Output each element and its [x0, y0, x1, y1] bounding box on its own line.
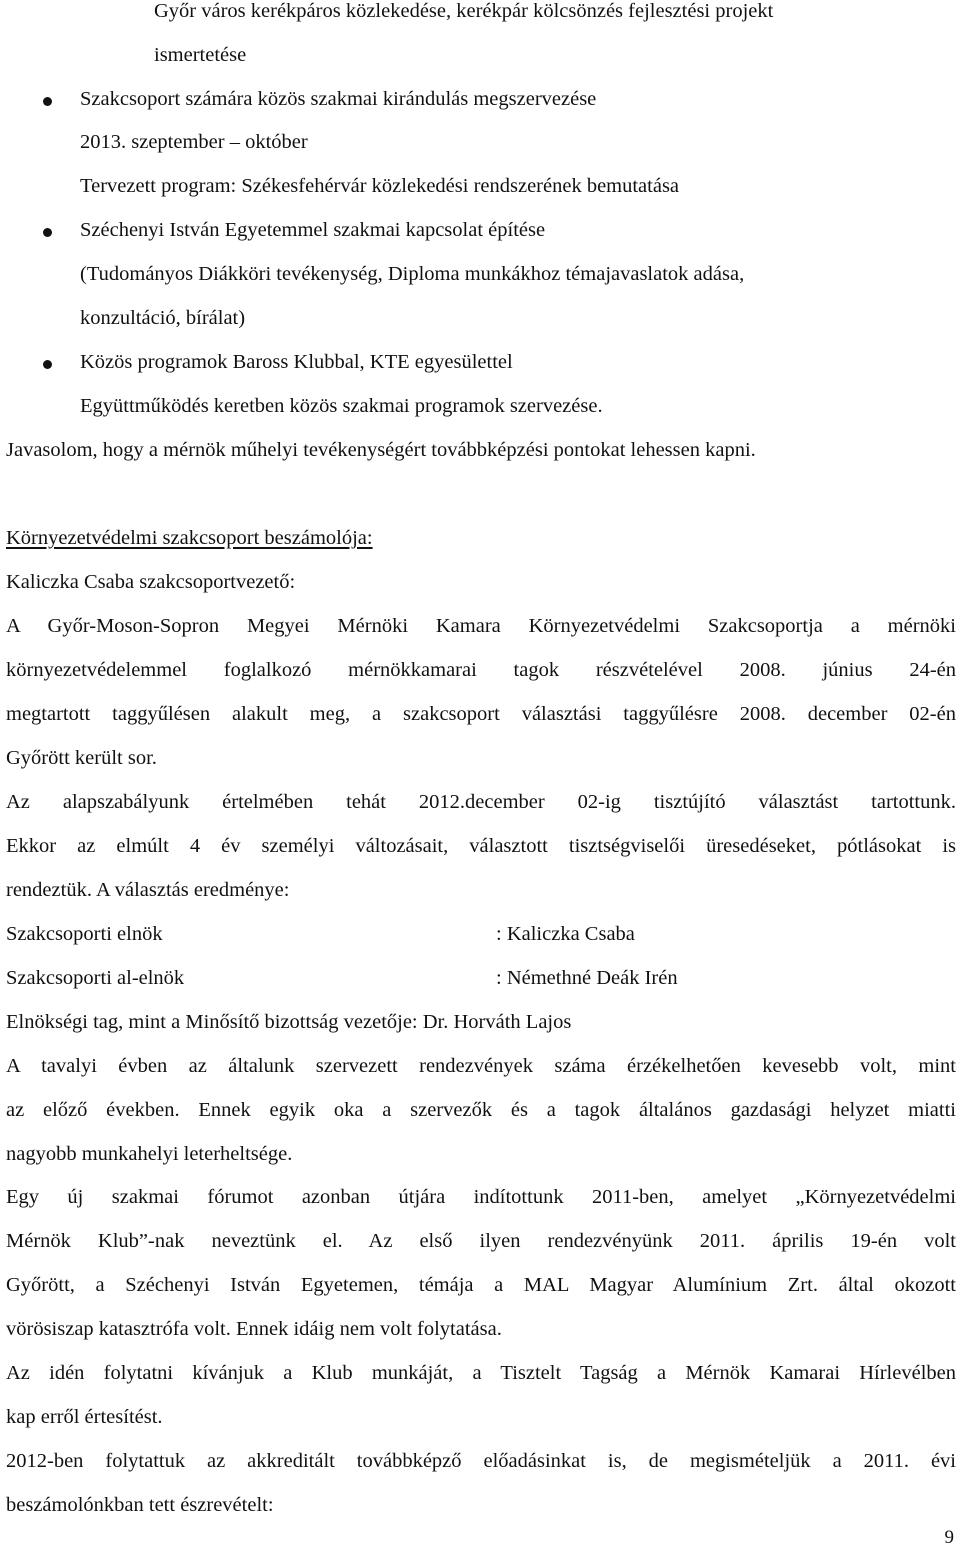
text-line: Együttműködés keretben közös szakmai programok szervezése. [80, 395, 603, 417]
text-line: 2012-ben folytattuk az akkreditált továbbképző előadásinkat is, de megismételjük a 2011. évi [6, 1450, 956, 1472]
section-heading: Környezetvédelmi szakcsoport beszámolója: [6, 527, 373, 549]
role-label: Szakcsoporti elnök [6, 923, 163, 945]
text-line: Győrött, a Széchenyi István Egyetemen, témája a MAL Magyar Alumínium Zrt. által okozott [6, 1274, 956, 1296]
text-line: Kaliczka Csaba szakcsoportvezető: [6, 571, 296, 593]
text-line: Ekkor az elmúlt 4 év személyi változásait, választott tisztségviselői üresedéseket, pótlásokat is [6, 835, 956, 857]
text-line: környezetvédelemmel foglalkozó mérnökkamarai tagok részvételével 2008. június 24-én [6, 659, 956, 681]
text-line: ismertetése [154, 44, 247, 66]
text-line: Tervezett program: Székesfehérvár közlekedési rendszerének bemutatása [80, 175, 680, 197]
text-line: Győr város kerékpáros közlekedése, kerékpár kölcsönzés fejlesztési projekt [154, 0, 774, 22]
text-line: (Tudományos Diákköri tevékenység, Diploma munkákhoz témajavaslatok adása, [80, 263, 745, 285]
text-line: az előző években. Ennek egyik oka a szervezők és a tagok általános gazdasági helyzet miatti [6, 1099, 956, 1121]
bullet-icon [43, 97, 52, 106]
text-line: rendeztük. A választás eredménye: [6, 879, 290, 901]
text-line: Mérnök Klub”-nak neveztünk el. Az első ilyen rendezvényünk 2011. április 19-én volt [6, 1230, 956, 1252]
role-value: : Némethné Deák Irén [496, 967, 678, 989]
text-line: 2013. szeptember – október [80, 131, 308, 153]
text-line: Elnökségi tag, mint a Minősítő bizottság vezetője: Dr. Horváth Lajos [6, 1011, 572, 1033]
role-value: : Kaliczka Csaba [496, 923, 635, 945]
text-line: Győrött került sor. [6, 747, 157, 769]
bullet-icon [43, 228, 52, 237]
text-line: konzultáció, bírálat) [80, 307, 246, 329]
text-line: vörösiszap katasztrófa volt. Ennek idáig nem volt folytatása. [6, 1318, 502, 1340]
text-line: nagyobb munkahelyi leterheltsége. [6, 1143, 293, 1165]
text-line: Egy új szakmai fórumot azonban útjára indítottunk 2011-ben, amelyet „Környezetvédelmi [6, 1186, 956, 1208]
text-line: beszámolónkban tett észrevételt: [6, 1494, 274, 1516]
text-line: Javasolom, hogy a mérnök műhelyi tevékenységért továbbképzési pontokat lehessen kapni. [6, 439, 756, 461]
page-number: 9 [944, 1527, 954, 1548]
text-line: Az idén folytatni kívánjuk a Klub munkáját, a Tisztelt Tagság a Mérnök Kamarai Hírlevélben [6, 1362, 956, 1384]
bullet-item: Közös programok Baross Klubbal, KTE egyesülettel [80, 351, 513, 373]
text-line: kap erről értesítést. [6, 1406, 163, 1428]
text-line: A Győr-Moson-Sopron Megyei Mérnöki Kamara Környezetvédelmi Szakcsoportja a mérnöki [6, 615, 956, 637]
role-label: Szakcsoporti al-elnök [6, 967, 185, 989]
bullet-icon [43, 360, 52, 369]
text-line: Az alapszabályunk értelmében tehát 2012.december 02-ig tisztújító választást tartottunk. [6, 791, 956, 813]
bullet-item: Széchenyi István Egyetemmel szakmai kapcsolat építése [80, 219, 546, 241]
text-line: megtartott taggyűlésen alakult meg, a szakcsoport választási taggyűlésre 2008. december 02-én [6, 703, 956, 725]
text-line: A tavalyi évben az általunk szervezett rendezvények száma érzékelhetően kevesebb volt, mint [6, 1055, 956, 1077]
bullet-item: Szakcsoport számára közös szakmai kirándulás megszervezése [80, 88, 597, 110]
